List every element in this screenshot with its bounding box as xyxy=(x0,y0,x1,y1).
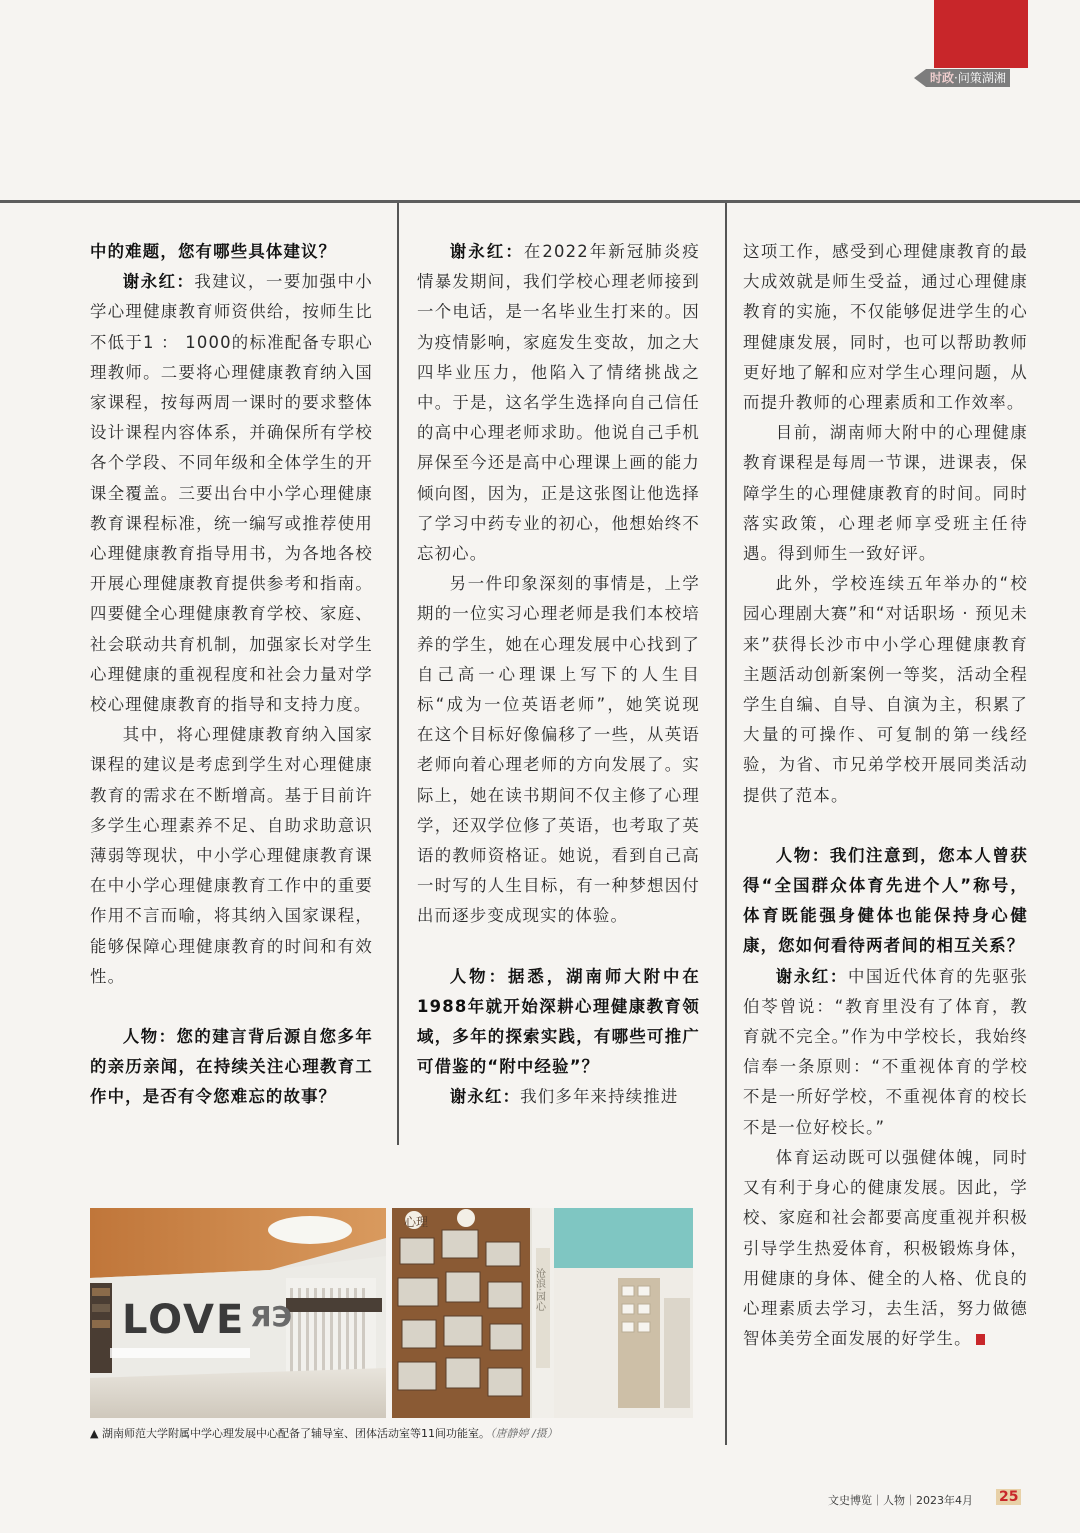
column-rule-1 xyxy=(397,203,399,1145)
speaker-label: 谢永红： xyxy=(122,272,195,292)
speaker-label: 谢永红： xyxy=(449,1087,521,1107)
interviewer-question: 人物：您的建言背后源自您多年的亲历亲闻，在持续关注心理教育工作中，是否有令您难忘的故事？ xyxy=(90,1027,373,1107)
paragraph-gap xyxy=(90,992,373,1022)
speaker-label: 谢永红： xyxy=(449,242,524,261)
speaker-label: 谢永红： xyxy=(775,966,848,986)
answer-paragraph xyxy=(743,962,1028,1143)
body-paragraph: 目前，湖南师大附中的心理健康教育课程是每周一节课，进课表，保障学生的心理健康教育的时间。同时落实政策，心理老师享受班主任待遇。得到师生一致好评。 xyxy=(743,423,1028,564)
caption-text: ▲ 湖南师范大学附属中学心理发展中心配备了辅导室、团体活动室等11间功能室。 xyxy=(90,1427,490,1440)
body-paragraph: 另一件印象深刻的事情是，上学期的一位实习心理老师是我们本校培养的学生，她在心理发展中心找到了自己高一心理课上写下的人生目标“成为一位英语老师”，她笑说现在这个目标好像偏移了一些，从英语老师向着心理老师的方向发展了。实际上，她在读书期间不仅主修了心理学，还双学位修了英语，也考取了英语的教师资格证。她说，看到自己高一时写的人生目标，有一种梦想因付出而逐步变成现实的体验。 xyxy=(417,574,700,926)
question-tail: 中的难题，您有哪些具体建议？ xyxy=(90,242,337,261)
body-paragraph: 其中，将心理健康教育纳入国家课程的建议是考虑到学生对心理健康教育的需求在不断增高。基于目前许多学生心理素养不足、自助求助意识薄弱等现状，中小学心理健康教育课在中小学心理健康教育工作中的重要作用不言而喻，将其纳入国家课程，能够保障心理健康教育的时间和有效性。 xyxy=(90,725,373,986)
end-of-article-icon xyxy=(976,1334,985,1345)
section-separator: · xyxy=(954,70,958,85)
answer-text: 我们多年来持续推进 xyxy=(520,1087,679,1107)
wall-banner-text: 心理 xyxy=(404,1215,429,1229)
love-sign-mirror: ЯЭ xyxy=(250,1300,293,1333)
photo-activity-wall xyxy=(392,1208,693,1418)
photo-love-wall xyxy=(90,1208,386,1418)
page-footer: 文史博览｜人物｜2023年4月 xyxy=(828,1494,973,1507)
answer-text: 我建议，一要加强中小学心理健康教育师资供给，按师生比不低于1 ： 1000的标准配备专职心理教师。二要将心理健康教育纳入国家课程，按每两周一课时的要求整体设计课程内容体系，并确保所有学校各个学段、不同年级和全体学生的开课全覆盖。三要出台中小学心理健康教育课程标准，统一编写或推荐使用心理健康教育指导用书，为各地各校开展心理健康教育提供参考和指南。四要健全心理健康教育学校、家庭、社会联动共育机制，加强家长对学生心理健康的重视程度和社会力量对学校心理健康教育的指导和支持力度。 xyxy=(90,272,373,715)
tag-arrow-icon xyxy=(914,69,926,87)
photo-strip xyxy=(90,1208,693,1418)
answer-paragraph xyxy=(417,237,700,569)
section-tab-block xyxy=(934,0,1028,68)
interviewer-question: 人物：我们注意到，您本人曾获得“全国群众体育先进个人”称号，体育既能强身健体也能保持身心健康，您如何看待两者间的相互关系？ xyxy=(743,845,1028,956)
header-rule xyxy=(0,200,1080,203)
answer-paragraph xyxy=(417,1082,700,1112)
photo-caption xyxy=(90,1426,710,1442)
interviewer-question: 人物：据悉，湖南师大附中在1988年就开始深耕心理健康教育领域，多年的探索实践，有哪些可推广可借鉴的“附中经验”？ xyxy=(417,966,700,1077)
body-paragraph: 此外，学校连续五年举办的“校园心理剧大赛”和“对话职场 · 预见未来”获得长沙市中小学心理健康教育主题活动创新案例一等奖，活动全程学生自编、自导、自演为主，积累了大量的可操作、可复制的第一线经验，为省、市兄弟学校开展同类活动提供了范本。 xyxy=(743,574,1028,805)
answer-paragraph xyxy=(90,267,373,720)
closing-text: 体育运动既可以强健体魄，同时又有利于身心的健康发展。因此，学校、家庭和社会都要高度重视并积极引导学生热爱体育，积极锻炼身体，用健康的身体、健全的人格、优良的心理素质去学习，去生活，努力做德智体美劳全面发展的好学生。 xyxy=(743,1147,1028,1349)
section-tag xyxy=(914,68,1028,86)
paragraph-gap xyxy=(417,932,700,962)
photo-credit: （唐静婷 /摄） xyxy=(489,1427,558,1440)
answer-text: 在2022年新冠肺炎疫情暴发期间，我们学校心理老师接到一个电话，是一名毕业生打来的。因为疫情影响，家庭发生变故，加之大四毕业压力，他陷入了情绪挑战之中。于是，这名学生选择向自己信任的高中心理老师求助。他说自己手机屏保至今还是高中心理课上画的能力倾向图，因为，正是这张图让他选择了学习中药专业的初心，他想始终不忘初心。 xyxy=(417,242,700,564)
photo-love-wall-image xyxy=(90,1208,386,1418)
paragraph-gap xyxy=(743,811,1028,841)
body-paragraph: 这项工作，感受到心理健康教育的最大成效就是师生受益，通过心理健康教育的实施，不仅能够促进学生的心理健康发展，同时，也可以帮助教师更好地了解和应对学生心理问题，从而提升教师的心理素质和工作效率。 xyxy=(743,242,1028,413)
article-column-2 xyxy=(417,237,700,1113)
photo-activity-wall-image xyxy=(392,1208,693,1418)
subsection-label: 问策湖湘 xyxy=(957,70,1006,85)
love-sign-text: LOVE xyxy=(122,1297,246,1343)
page-number: 25 xyxy=(996,1489,1021,1505)
body-paragraph xyxy=(743,1143,1028,1354)
column-rule-2 xyxy=(725,203,727,1445)
article-column-1 xyxy=(90,237,373,1113)
section-label: 时政 xyxy=(930,70,955,85)
door-banner-text: 沧浪·园心 xyxy=(533,1268,545,1312)
article-column-3 xyxy=(743,237,1028,1354)
answer-text: 中国近代体育的先驱张伯苓曾说：“教育里没有了体育，教育就不完全。”作为中学校长，我始终信奉一条原则：“不重视体育的学校不是一所好学校，不重视体育的校长不是一位好校长。” xyxy=(743,966,1028,1137)
